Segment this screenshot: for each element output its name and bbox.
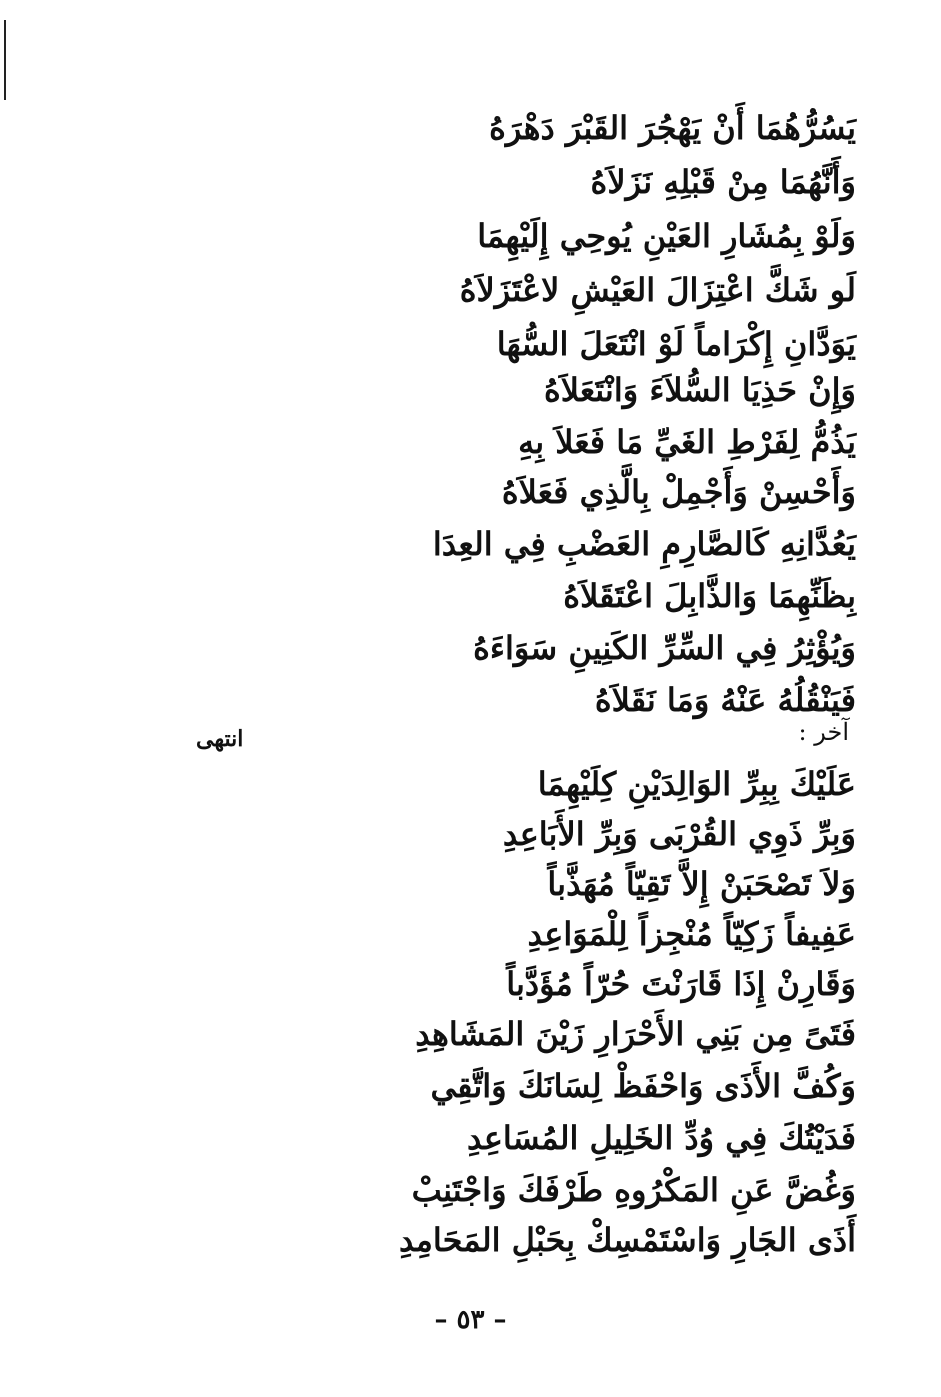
page-number: – ٥٣ – [434,1305,507,1335]
poem2-line-6: فَتَىً مِن بَنِي الأَحْرَارِ زَيْنَ المَشَاهِدِ [415,1015,856,1053]
poem1-line-6: وَإِنْ حَذِيَا السُّلاَءَ وَانْتَعَلاَهُ [543,371,856,409]
poem2-line-10: أَذَى الجَارِ وَاسْتَمْسِكْ بِحَبْلِ المَحَامِدِ [398,1221,856,1259]
other-poem-label: آخر : [798,718,849,746]
poem2-line-9: وَغُضَّ عَنِ المَكْرُوهِ طَرْفَكَ وَاجْتَنِبْ [411,1171,856,1209]
poem2-line-1: عَلَيْكَ بِبِرِّ الوَالِدَيْنِ كِلَيْهِمَا [537,765,856,803]
margin-rule [4,20,6,100]
poem1-line-11: وَيُؤْثِرُ فِي السِّرِّ الكَنِينِ سَوَاءَهُ [473,629,856,667]
poem1-line-12: فَيَنْقُلُهُ عَنْهُ وَمَا نَقَلاَهُ [594,681,856,719]
poem2-line-7: وَكُفَّ الأَذَى وَاحْفَظْ لِسَانَكَ وَاتَّقِي [430,1067,856,1105]
poem1-line-2: وَأَنَّهُمَا مِنْ قَبْلِهِ نَزَلاَهُ [590,163,856,201]
poem2-line-2: وَبِرِّ ذَوِي القُرْبَى وَبِرِّ الأَبَاعِدِ [502,815,856,853]
poem2-line-3: وَلاَ تَصْحَبَنْ إِلاَّ تَقِيّاً مُهَذَّباً [547,865,856,903]
poem2-line-8: فَدَيْتُكَ فِي وُدِّ الخَلِيلِ المُسَاعِدِ [467,1119,856,1157]
poem1-line-7: يَذُمُّ لِفَرْطِ الغَيِّ مَا فَعَلاَ بِهِ [518,423,856,461]
end-note: انتهى [196,726,244,752]
poem1-line-3: وَلَوْ بِمُشَارِ العَيْنِ يُوحِي إِلَيْهِمَا [477,217,856,255]
poem1-line-8: وَأَحْسِنْ وَأَجْمِلْ بِالَّذِي فَعَلاَهُ [501,473,856,511]
poem2-line-4: عَفِيفاً زَكِيّاً مُنْجِزاً لِلْمَوَاعِدِ [527,915,856,953]
poem1-line-10: بِظَنِّهِمَا وَالذَّابِلَ اعْتَقَلاَهُ [563,577,856,615]
poem2-line-5: وَقَارِنْ إِذَا قَارَنْتَ حُرّاً مُؤَدَّباً [506,965,856,1003]
poem1-line-5: يَوَدَّانِ إِكْرَاماً لَوْ انْتَعَلَ السُّهَا [496,325,856,363]
poem1-line-9: يَعُدَّانِهِ كَالصَّارِمِ العَضْبِ فِي العِدَا [432,525,856,563]
poem1-line-4: لَو شَكَّ اعْتِزَالَ العَيْشِ لاعْتَزَلاَهُ [459,271,856,309]
poem1-line-1: يَسُرُّهُمَا أَنْ يَهْجُرَ القَبْرَ دَهْرَهُ [489,109,856,147]
